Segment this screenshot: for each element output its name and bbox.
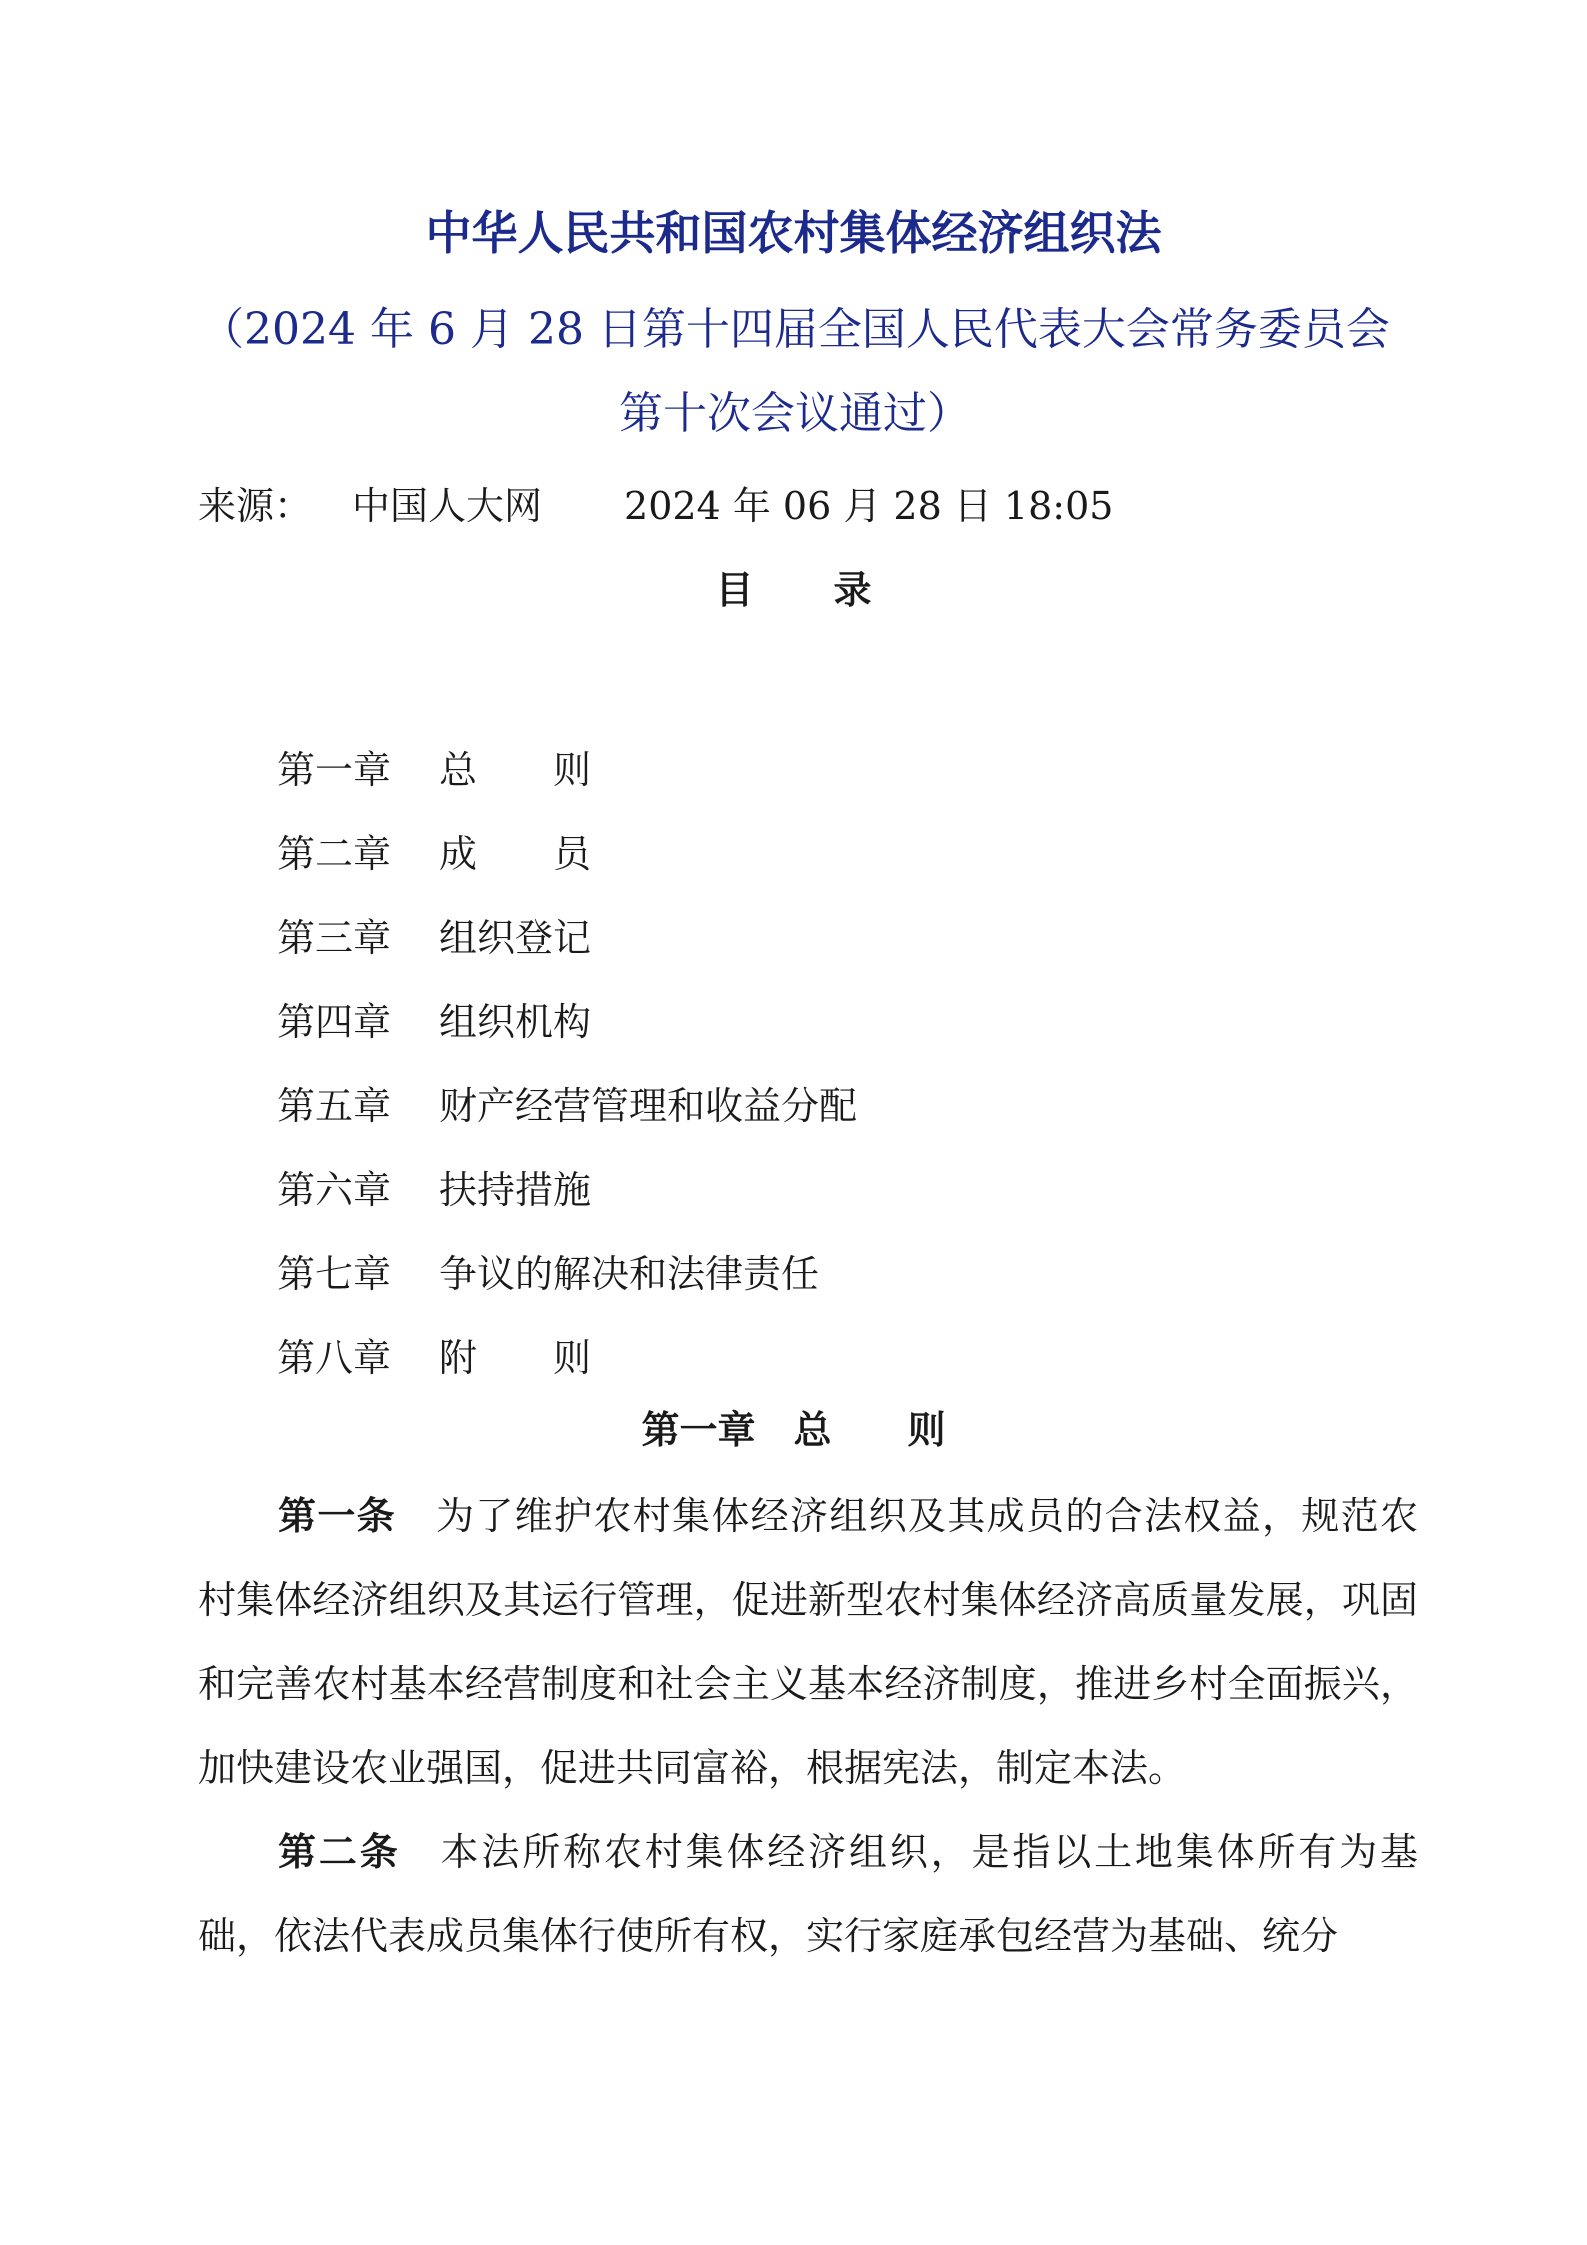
article: [198, 1810, 1418, 1978]
toc-item: [277, 728, 857, 812]
source-outlet: 中国人大网: [352, 484, 543, 528]
chapter-heading: 第一章 总 则: [641, 1408, 946, 1452]
toc-item: [277, 896, 857, 980]
source-label: 来源：: [198, 484, 313, 528]
toc-chapter-number: 第六章: [277, 1168, 392, 1212]
toc-chapter-number: 第八章: [277, 1336, 392, 1380]
toc-chapter-number: 第二章: [277, 832, 392, 876]
toc-chapter-title: 扶持措施: [439, 1168, 592, 1212]
source-datetime: 2024 年 06 月 28 日 18:05: [624, 484, 1114, 528]
toc-item: [277, 812, 857, 896]
table-of-contents: [277, 728, 857, 1400]
toc-chapter-title: 财产经营管理和收益分配: [439, 1084, 858, 1128]
toc-chapter-number: 第四章: [277, 1000, 392, 1044]
toc-chapter-title: 争议的解决和法律责任: [439, 1252, 820, 1296]
toc-chapter-number: 第七章: [277, 1252, 392, 1296]
article-label: 第一条: [278, 1494, 396, 1538]
toc-heading: 目录: [715, 568, 952, 612]
article-text: 为了维护农村集体经济组织及其成员的合法权益，规范农村集体经济组织及其运行管理，促进新型农村集体经济高质量发展，巩固和完善农村基本经营制度和社会主义基本经济制度，推进乡村全面振兴，加快建设农业强国，促进共同富裕，根据宪法，制定本法。: [198, 1494, 1418, 1790]
toc-item: [277, 1316, 857, 1400]
toc-item: [277, 980, 857, 1064]
toc-item: [277, 1064, 857, 1148]
source-line: [198, 478, 1113, 534]
toc-chapter-number: 第一章: [277, 748, 392, 792]
document-title: 中华人民共和国农村集体经济组织法: [425, 206, 1162, 260]
article: [198, 1474, 1418, 1810]
toc-chapter-title: 附 则: [439, 1336, 592, 1380]
toc-chapter-title: 总 则: [439, 748, 592, 792]
toc-item: [277, 1148, 857, 1232]
toc-item: [277, 1232, 857, 1316]
toc-chapter-title: 组织机构: [439, 1000, 592, 1044]
toc-chapter-number: 第三章: [277, 916, 392, 960]
toc-chapter-title: 组织登记: [439, 916, 592, 960]
toc-chapter-title: 成 员: [439, 832, 592, 876]
article-label: 第二条: [278, 1830, 401, 1874]
document-body: [198, 1474, 1418, 1978]
document-subtitle: （2024 年 6 月 28 日第十四届全国人民代表大会常务委员会第十次会议通过）: [200, 304, 1390, 439]
article-text: 本法所称农村集体经济组织，是指以土地集体所有为基础，依法代表成员集体行使所有权，实行家庭承包经营为基础、统分: [198, 1830, 1418, 1958]
toc-chapter-number: 第五章: [277, 1084, 392, 1128]
